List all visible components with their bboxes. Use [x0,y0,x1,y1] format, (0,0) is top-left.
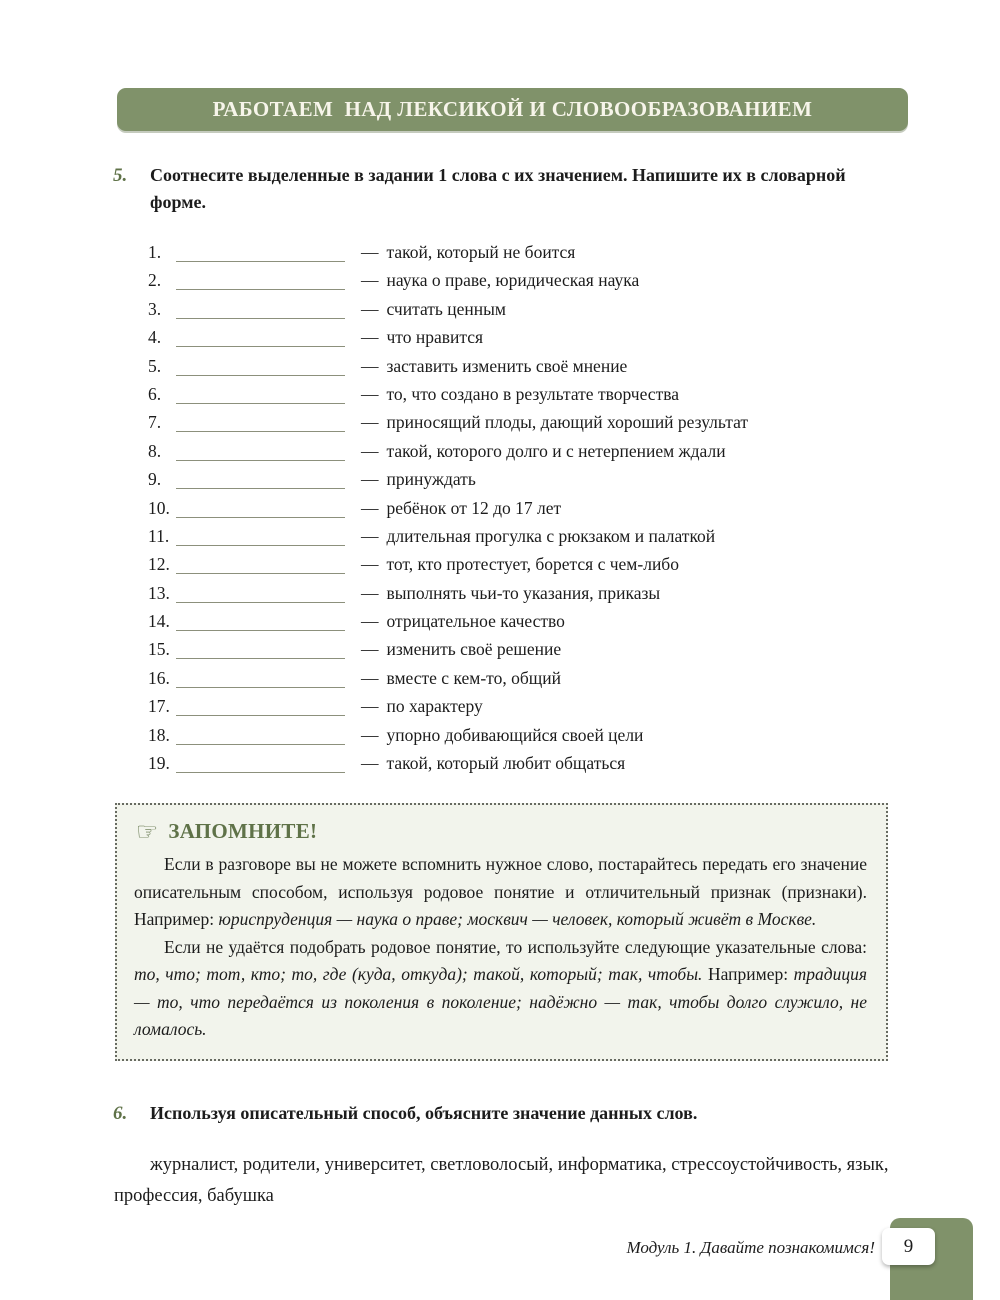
answer-blank-line[interactable] [176,261,345,262]
match-list-item [148,270,748,298]
item-definition: ребёнок от 12 до 17 лет [386,497,562,518]
match-list-item [148,668,748,696]
answer-blank-line[interactable] [176,545,345,546]
page-number: 9 [903,1235,914,1257]
exercise6-words: журналист, родители, университет, светловолосый, информатика, стрессоустойчивость, язык, профессия, бабушка [114,1155,889,1206]
item-definition: приносящий плоды, дающий хороший результат [386,412,749,433]
dash-separator: — [361,554,379,575]
item-number: 6. [148,383,162,404]
item-definition: упорно добивающийся своей цели [386,724,644,745]
dash-separator: — [361,696,379,717]
match-list-item [148,356,748,384]
item-number: 18. [148,724,170,745]
dash-separator: — [361,440,379,461]
exercise-6-instruction: Используя описательный способ, объясните значение данных слов. [150,1103,698,1123]
item-number: 8. [148,440,162,461]
item-number: 17. [148,696,170,717]
item-number: 19. [148,753,170,774]
note-paragraph [134,934,867,1044]
match-list-item [148,469,748,497]
item-number: 2. [148,270,162,291]
match-list-item [148,753,748,781]
item-definition: тот, кто протестует, борется с чем-либо [386,554,679,575]
match-list-item [148,498,748,526]
dash-separator: — [361,242,379,262]
answer-blank-line[interactable] [176,772,345,773]
note-title: ЗАПОМНИТЕ! [168,819,318,843]
note-text-em: традиция — то, что передаётся из поколения в поколение; надёжно — так, чтобы долго служило, не ломалось. [134,964,868,1039]
item-number: 9. [148,469,162,490]
note-text: Если в разговоре вы не можете вспомнить нужное слово, постарайтесь передать его значение описательным способом, используя родовое понятие и отличительный признак (признаки). Например: [134,854,867,929]
answer-blank-line[interactable] [176,658,345,659]
item-number: 11. [148,525,170,546]
item-definition: по характеру [386,696,483,717]
note-text-em: юриспруденция — наука о праве; москвич — человек, который живёт в Москве. [218,909,817,929]
item-number: 10. [148,497,170,518]
dash-separator: — [361,667,379,688]
exercise-6 [113,1100,895,1127]
item-definition: заставить изменить своё мнение [386,355,628,376]
note-title-row [136,819,867,844]
note-text: Например: [702,964,794,984]
item-number: 15. [148,639,170,660]
dash-separator: — [361,525,379,546]
dash-separator: — [361,611,379,632]
answer-blank-line[interactable] [176,318,345,319]
dash-separator: — [361,582,379,603]
dash-separator: — [361,298,379,319]
dash-separator: — [361,639,379,660]
item-number: 1. [148,242,162,262]
item-number: 16. [148,667,170,688]
exercise-5 [113,162,895,216]
match-list-item [148,242,748,270]
item-number: 7. [148,412,162,433]
dash-separator: — [361,497,379,518]
item-definition: такой, который не боится [386,242,576,262]
answer-blank-line[interactable] [176,630,345,631]
answer-blank-line[interactable] [176,403,345,404]
answer-blank-line[interactable] [176,375,345,376]
pointing-hand-icon: ☞ [136,817,159,846]
dash-separator: — [361,355,379,376]
match-list-item [148,611,748,639]
match-list-item [148,299,748,327]
exercise-6-number: 6. [113,1103,128,1124]
item-number: 13. [148,582,170,603]
match-list-item [148,554,748,582]
note-paragraph [134,851,867,934]
answer-blank-line[interactable] [176,573,345,574]
match-list-item [148,412,748,440]
answer-blank-line[interactable] [176,687,345,688]
footer-module-label: Модуль 1. Давайте познакомимся! [626,1238,875,1257]
answer-blank-line[interactable] [176,715,345,716]
page-number-box [882,1228,935,1265]
answer-blank-line[interactable] [176,517,345,518]
dash-separator: — [361,724,379,745]
item-definition: что нравится [386,327,484,348]
note-text-em: то, что; тот, кто; то, где (куда, откуда); такой, который; так, чтобы. [134,964,703,984]
item-definition: наука о праве, юридическая наука [386,270,640,291]
item-definition: длительная прогулка с рюкзаком и палаткой [386,525,716,546]
exercise-5-number: 5. [113,165,128,186]
match-list-item [148,583,748,611]
answer-blank-line[interactable] [176,488,345,489]
item-definition: выполнять чьи-то указания, приказы [386,582,661,603]
item-number: 4. [148,327,162,348]
answer-blank-line[interactable] [176,460,345,461]
match-list-item [148,639,748,667]
item-definition: принуждать [386,469,476,490]
item-definition: вместе с кем-то, общий [386,667,561,688]
dash-separator: — [361,270,379,291]
item-number: 3. [148,298,162,319]
match-list-item [148,696,748,724]
item-number: 5. [148,355,162,376]
answer-blank-line[interactable] [176,431,345,432]
item-definition: отрицательное качество [386,611,565,632]
answer-blank-line[interactable] [176,346,345,347]
note-box [115,803,888,1061]
dash-separator: — [361,412,379,433]
exercise-5-instruction: Соотнесите выделенные в задании 1 слова с их значением. Напишите их в словарной форме. [150,165,846,212]
section-banner [117,88,908,131]
answer-blank-line[interactable] [176,289,345,290]
answer-blank-line[interactable] [176,744,345,745]
dash-separator: — [361,327,379,348]
item-definition: такой, которого долго и с нетерпением ждали [386,440,726,461]
note-text: Если не удаётся подобрать родовое понятие, то используйте следующие указательные слова: [164,936,867,957]
match-list-item [148,526,748,554]
item-number: 14. [148,611,170,632]
match-list-item [148,725,748,753]
answer-blank-line[interactable] [176,602,345,603]
item-definition: считать ценным [386,298,506,319]
section-title: РАБОТАЕМ НАД ЛЕКСИКОЙ И СЛОВООБРАЗОВАНИЕМ [212,97,813,121]
dash-separator: — [361,753,379,774]
match-list-item [148,327,748,355]
item-number: 12. [148,554,170,575]
item-definition: изменить своё решение [386,639,562,660]
dash-separator: — [361,383,379,404]
exercise5-list [148,242,748,781]
item-definition: такой, который любит общаться [386,753,626,774]
item-definition: то, что создано в результате творчества [386,383,680,404]
match-list-item [148,441,748,469]
dash-separator: — [361,469,379,490]
match-list-item [148,384,748,412]
